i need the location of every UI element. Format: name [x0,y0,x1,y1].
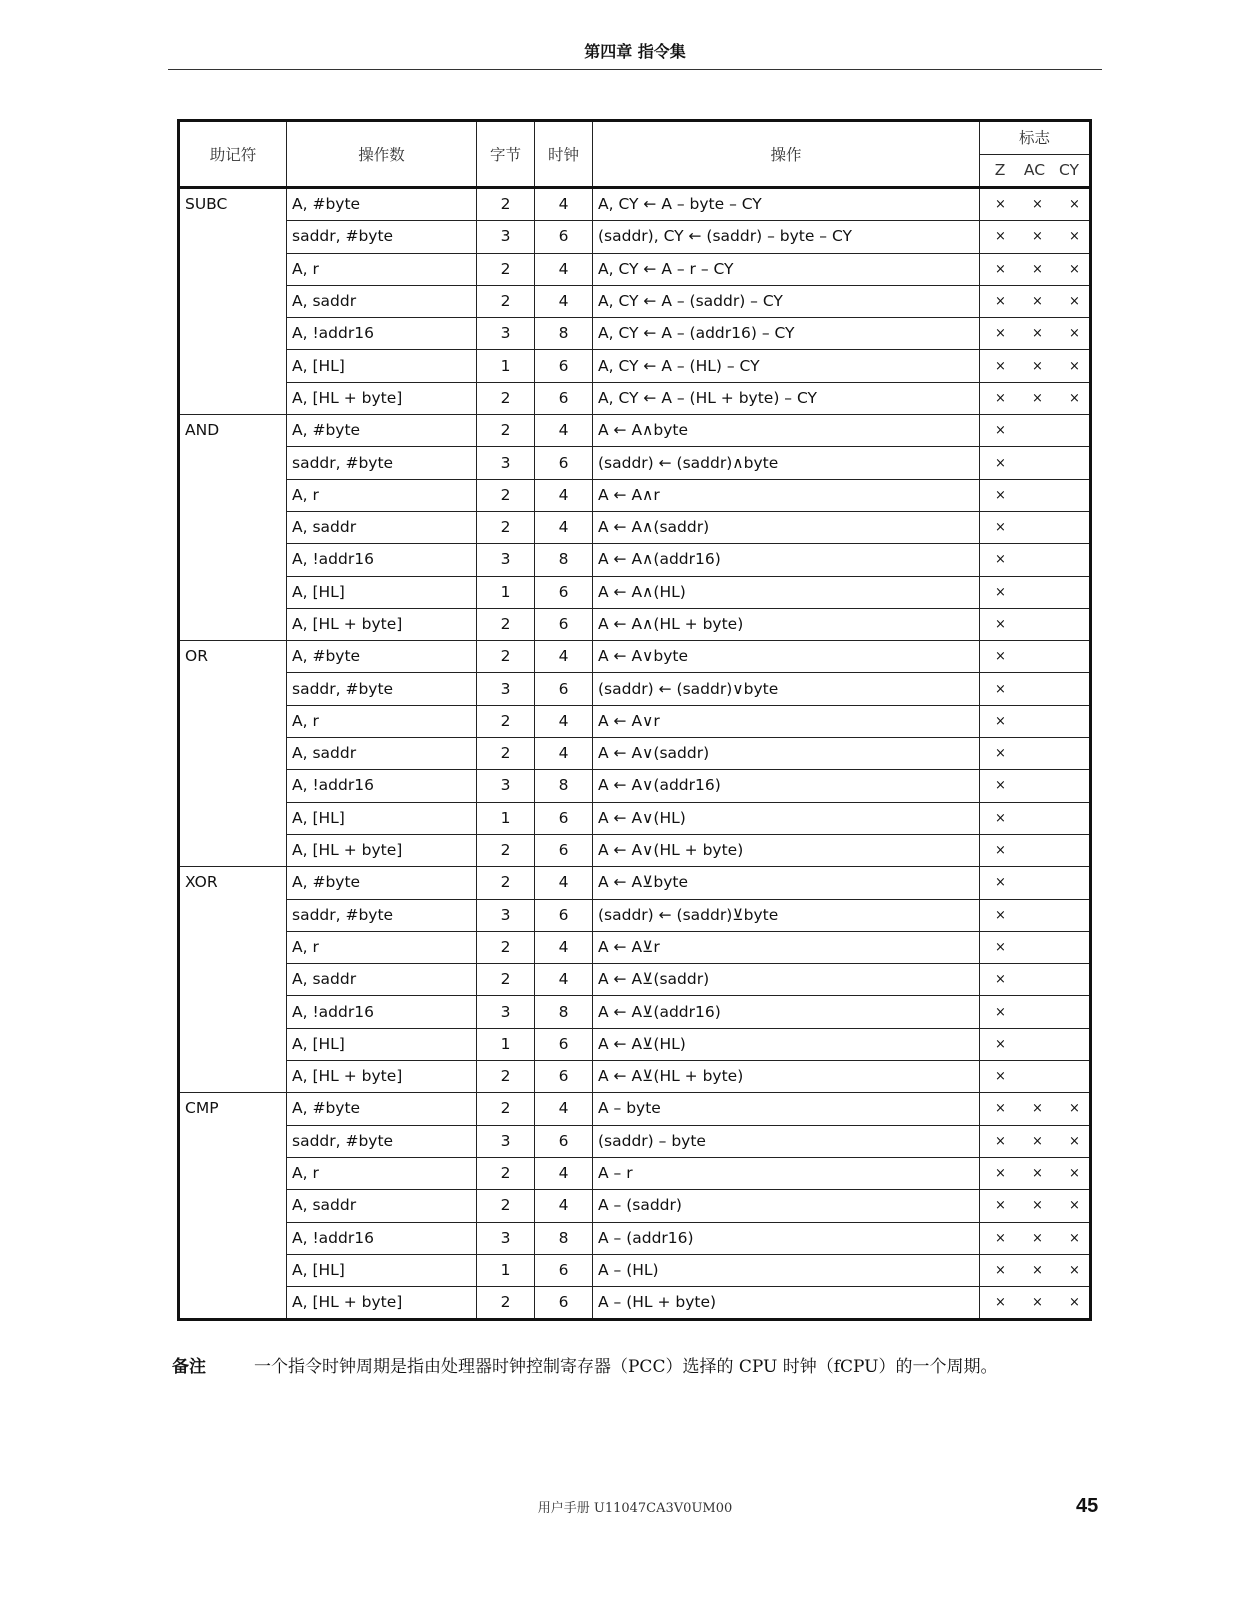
bytes-cell: 2 [477,1190,535,1222]
mnemonic-cell: OR [179,641,287,867]
flags-value: × × × [995,1295,1080,1311]
bytes-cell: 2 [477,705,535,737]
table-row [179,479,1091,511]
table-row [179,1061,1091,1093]
bytes-cell: 3 [477,221,535,253]
clocks-cell: 8 [535,770,593,802]
operation-cell: A, CY ← A – (saddr) – CY [593,285,980,317]
table-row [179,1028,1091,1060]
table-row [179,511,1091,543]
clocks-cell: 6 [535,1287,593,1320]
clocks-cell: 8 [535,318,593,350]
operand-cell: A, !addr16 [287,318,477,350]
flags-value: × [995,584,1006,600]
table-row [179,1190,1091,1222]
operand-cell: A, [HL + byte] [287,834,477,866]
operand-cell: A, #byte [287,1093,477,1125]
table-row [179,931,1091,963]
table-row [179,641,1091,673]
operation-cell: A ← A∨(addr16) [593,770,980,802]
footer-manual-id: 用户手册 U11047CA3V0UM00 [537,1501,733,1516]
operand-cell: saddr, #byte [287,1125,477,1157]
flags-cell [980,996,1091,1028]
flags-cell [980,931,1091,963]
operation-cell: (saddr) ← (saddr)∨byte [593,673,980,705]
flags-cell [980,1222,1091,1254]
flags-value: × [995,972,1006,988]
clocks-cell: 6 [535,608,593,640]
clocks-cell: 4 [535,738,593,770]
table-row [179,738,1091,770]
operation-cell: A, CY ← A – (HL) – CY [593,350,980,382]
flags-cell [980,415,1091,447]
flags-cell [980,285,1091,317]
clocks-cell: 4 [535,415,593,447]
operand-cell: A, !addr16 [287,1222,477,1254]
operation-cell: A ← A∨(saddr) [593,738,980,770]
bytes-cell: 2 [477,834,535,866]
table-row [179,1254,1091,1286]
bytes-cell: 1 [477,1028,535,1060]
operation-cell: (saddr), CY ← (saddr) – byte – CY [593,221,980,253]
operation-cell: A ← A∨(HL) [593,802,980,834]
operand-cell: A, !addr16 [287,996,477,1028]
bytes-cell: 1 [477,802,535,834]
flag-subheader [980,155,1091,188]
flag-ac-label: AC [1023,161,1046,179]
flags-cell [980,899,1091,931]
table-row [179,576,1091,608]
flags-value: × [995,487,1006,503]
operation-cell: (saddr) ← (saddr)⊻byte [593,899,980,931]
flags-cell [980,188,1091,221]
flags-cell [980,1190,1091,1222]
operation-cell: A ← A∧byte [593,415,980,447]
flags-cell [980,673,1091,705]
clocks-cell: 6 [535,447,593,479]
table-row [179,802,1091,834]
operand-cell: A, [HL] [287,1254,477,1286]
note [172,1352,998,1377]
clocks-cell: 4 [535,511,593,543]
table-row [179,608,1091,640]
flags-cell [980,511,1091,543]
flags-cell [980,253,1091,285]
flags-cell [980,447,1091,479]
table-row [179,867,1091,899]
clocks-cell: 4 [535,1157,593,1189]
operation-cell: A ← A⊻byte [593,867,980,899]
flags-value: × [995,1036,1006,1052]
operand-cell: A, [HL + byte] [287,608,477,640]
flags-cell [980,705,1091,737]
flags-value: × [995,649,1006,665]
bytes-cell: 3 [477,447,535,479]
operation-cell: A ← A⊻(HL + byte) [593,1061,980,1093]
flags-cell [980,318,1091,350]
flags-value: × × × [995,1101,1080,1117]
operand-cell: saddr, #byte [287,673,477,705]
table-row [179,1093,1091,1125]
operation-cell: A – (addr16) [593,1222,980,1254]
operation-cell: A – (HL + byte) [593,1287,980,1320]
flag-z-label: Z [994,161,1006,179]
table-row [179,770,1091,802]
operation-cell: A – (HL) [593,1254,980,1286]
operand-cell: A, [HL] [287,576,477,608]
operation-cell: A ← A∧(HL) [593,576,980,608]
flags-value: × [995,810,1006,826]
table-row [179,964,1091,996]
flags-value: × × × [995,1198,1080,1214]
operand-cell: A, [HL] [287,350,477,382]
operation-cell: A ← A⊻(HL) [593,1028,980,1060]
flags-value: × [995,681,1006,697]
operand-cell: A, r [287,931,477,963]
flags-value: × [995,713,1006,729]
instruction-rows [179,188,1091,1320]
operation-cell: A ← A⊻r [593,931,980,963]
operand-cell: A, [HL + byte] [287,1287,477,1320]
flags-cell [980,1157,1091,1189]
operand-cell: A, [HL] [287,1028,477,1060]
operation-cell: A ← A∧r [593,479,980,511]
flags-value: × × × [995,294,1080,310]
mnemonic-cell: SUBC [179,188,287,415]
operand-cell: A, [HL + byte] [287,1061,477,1093]
clocks-cell: 4 [535,188,593,221]
flags-value: × [995,455,1006,471]
operation-cell: A, CY ← A – byte – CY [593,188,980,221]
clocks-cell: 6 [535,382,593,414]
operation-cell: A ← A∧(HL + byte) [593,608,980,640]
flags-value: × [995,520,1006,536]
flags-value: × [995,1004,1006,1020]
operation-cell: (saddr) ← (saddr)∧byte [593,447,980,479]
operation-cell: (saddr) – byte [593,1125,980,1157]
flags-value: × × × [995,197,1080,213]
bytes-cell: 2 [477,1157,535,1189]
clocks-cell: 4 [535,1093,593,1125]
operation-cell: A, CY ← A – (addr16) – CY [593,318,980,350]
operand-cell: A, !addr16 [287,770,477,802]
operand-cell: A, saddr [287,511,477,543]
mnemonic-cell: CMP [179,1093,287,1320]
clocks-cell: 6 [535,1254,593,1286]
flags-value: × × × [995,390,1080,406]
flags-cell [980,641,1091,673]
flag-cy-label: CY [1058,161,1080,179]
bytes-cell: 3 [477,1125,535,1157]
operation-cell: A ← A∨(HL + byte) [593,834,980,866]
flags-value: × [995,778,1006,794]
bytes-cell: 3 [477,1222,535,1254]
operand-cell: A, #byte [287,415,477,447]
bytes-cell: 3 [477,673,535,705]
operand-cell: A, #byte [287,641,477,673]
flags-cell [980,1287,1091,1320]
clocks-cell: 4 [535,931,593,963]
operand-cell: saddr, #byte [287,447,477,479]
flags-cell [980,608,1091,640]
flags-cell [980,1125,1091,1157]
operation-cell: A – byte [593,1093,980,1125]
mnemonic-cell: AND [179,415,287,641]
clocks-cell: 8 [535,1222,593,1254]
bytes-cell: 2 [477,1093,535,1125]
operand-cell: A, saddr [287,285,477,317]
bytes-cell: 2 [477,382,535,414]
operand-cell: A, r [287,479,477,511]
bytes-cell: 2 [477,253,535,285]
flags-cell [980,221,1091,253]
col-header-operand: 操作数 [287,121,477,188]
clocks-cell: 6 [535,576,593,608]
bytes-cell: 2 [477,641,535,673]
clocks-cell: 4 [535,705,593,737]
flags-value: × × × [995,1133,1080,1149]
bytes-cell: 2 [477,479,535,511]
table-row [179,188,1091,221]
clocks-cell: 4 [535,964,593,996]
flags-cell [980,1061,1091,1093]
page-header: 第四章 指令集 [584,42,686,61]
flags-value: × [995,1069,1006,1085]
bytes-cell: 2 [477,285,535,317]
operation-cell: A – (saddr) [593,1190,980,1222]
bytes-cell: 3 [477,318,535,350]
table-row [179,447,1091,479]
flags-cell [980,1028,1091,1060]
col-header-bytes: 字节 [477,121,535,188]
operation-cell: A ← A∧(addr16) [593,544,980,576]
flags-value: × [995,875,1006,891]
bytes-cell: 3 [477,770,535,802]
table-row [179,415,1091,447]
flags-value: × × × [995,261,1080,277]
operand-cell: saddr, #byte [287,221,477,253]
table-row [179,834,1091,866]
bytes-cell: 3 [477,544,535,576]
bytes-cell: 1 [477,350,535,382]
operand-cell: A, [HL + byte] [287,382,477,414]
flags-cell [980,479,1091,511]
table-row [179,996,1091,1028]
operand-cell: A, saddr [287,964,477,996]
col-header-clocks: 时钟 [535,121,593,188]
clocks-cell: 6 [535,1061,593,1093]
clocks-cell: 6 [535,1125,593,1157]
table-row [179,705,1091,737]
table-row [179,1125,1091,1157]
flags-cell [980,834,1091,866]
clocks-cell: 8 [535,544,593,576]
bytes-cell: 1 [477,1254,535,1286]
clocks-cell: 6 [535,673,593,705]
flags-value: × × × [995,326,1080,342]
flags-value: × [995,552,1006,568]
operand-cell: A, #byte [287,188,477,221]
table-row [179,285,1091,317]
operation-cell: A ← A∨byte [593,641,980,673]
note-text: 一个指令时钟周期是指由处理器时钟控制寄存器（PCC）选择的 CPU 时钟（fCPU）的一个周期。 [254,1357,998,1377]
operation-cell: A, CY ← A – r – CY [593,253,980,285]
flags-value: × [995,617,1006,632]
operand-cell: A, !addr16 [287,544,477,576]
operand-cell: A, r [287,705,477,737]
table-row [179,318,1091,350]
col-header-mnemonic: 助记符 [179,121,287,188]
flags-cell [980,802,1091,834]
bytes-cell: 2 [477,511,535,543]
flags-cell [980,382,1091,414]
flags-value: × [995,939,1006,955]
operand-cell: A, r [287,253,477,285]
clocks-cell: 6 [535,802,593,834]
page-number: 45 [1076,1495,1099,1517]
bytes-cell: 2 [477,1287,535,1320]
table-row [179,1222,1091,1254]
table-row [179,1157,1091,1189]
clocks-cell: 4 [535,479,593,511]
mnemonic-cell: XOR [179,867,287,1093]
operand-cell: A, saddr [287,738,477,770]
operand-cell: A, r [287,1157,477,1189]
table-row [179,253,1091,285]
clocks-cell: 6 [535,834,593,866]
operation-cell: A ← A⊻(saddr) [593,964,980,996]
bytes-cell: 3 [477,996,535,1028]
flags-value: × × × [995,358,1080,374]
clocks-cell: 6 [535,899,593,931]
flags-value: × [995,843,1006,859]
table-row [179,1287,1091,1320]
bytes-cell: 2 [477,867,535,899]
clocks-cell: 4 [535,867,593,899]
header-divider [168,69,1102,70]
operand-cell: A, saddr [287,1190,477,1222]
bytes-cell: 2 [477,188,535,221]
instruction-table [177,119,1092,1321]
operation-cell: A ← A∨r [593,705,980,737]
flags-value: × [995,423,1006,439]
flags-cell [980,1093,1091,1125]
table-row [179,673,1091,705]
flags-cell [980,738,1091,770]
flags-cell [980,867,1091,899]
flags-value: × × × [995,229,1080,245]
clocks-cell: 6 [535,221,593,253]
bytes-cell: 2 [477,608,535,640]
flags-value: × × × [995,1262,1080,1278]
clocks-cell: 6 [535,350,593,382]
table-row [179,899,1091,931]
flags-cell [980,544,1091,576]
bytes-cell: 2 [477,738,535,770]
operand-cell: A, [HL] [287,802,477,834]
table-row [179,221,1091,253]
clocks-cell: 6 [535,1028,593,1060]
bytes-cell: 2 [477,964,535,996]
clocks-cell: 4 [535,1190,593,1222]
clocks-cell: 4 [535,641,593,673]
table-row [179,350,1091,382]
clocks-cell: 4 [535,253,593,285]
bytes-cell: 2 [477,1061,535,1093]
clocks-cell: 4 [535,285,593,317]
operand-cell: A, #byte [287,867,477,899]
operand-cell: saddr, #byte [287,899,477,931]
flags-cell [980,350,1091,382]
flags-cell [980,576,1091,608]
flags-value: × × × [995,1166,1080,1182]
operation-cell: A ← A⊻(addr16) [593,996,980,1028]
bytes-cell: 3 [477,899,535,931]
clocks-cell: 8 [535,996,593,1028]
operation-cell: A – r [593,1157,980,1189]
operation-cell: A, CY ← A – (HL + byte) – CY [593,382,980,414]
bytes-cell: 2 [477,931,535,963]
table-row [179,382,1091,414]
flags-value: × [995,746,1006,762]
bytes-cell: 2 [477,415,535,447]
flags-value: × [995,907,1006,923]
col-header-flags: 标志 [980,121,1091,155]
table-row [179,544,1091,576]
bytes-cell: 1 [477,576,535,608]
flags-value: × × × [995,1230,1080,1246]
flags-cell [980,1254,1091,1286]
note-label: 备注 [172,1357,206,1377]
flags-cell [980,770,1091,802]
col-header-operation: 操作 [593,121,980,188]
operation-cell: A ← A∧(saddr) [593,511,980,543]
flags-cell [980,964,1091,996]
